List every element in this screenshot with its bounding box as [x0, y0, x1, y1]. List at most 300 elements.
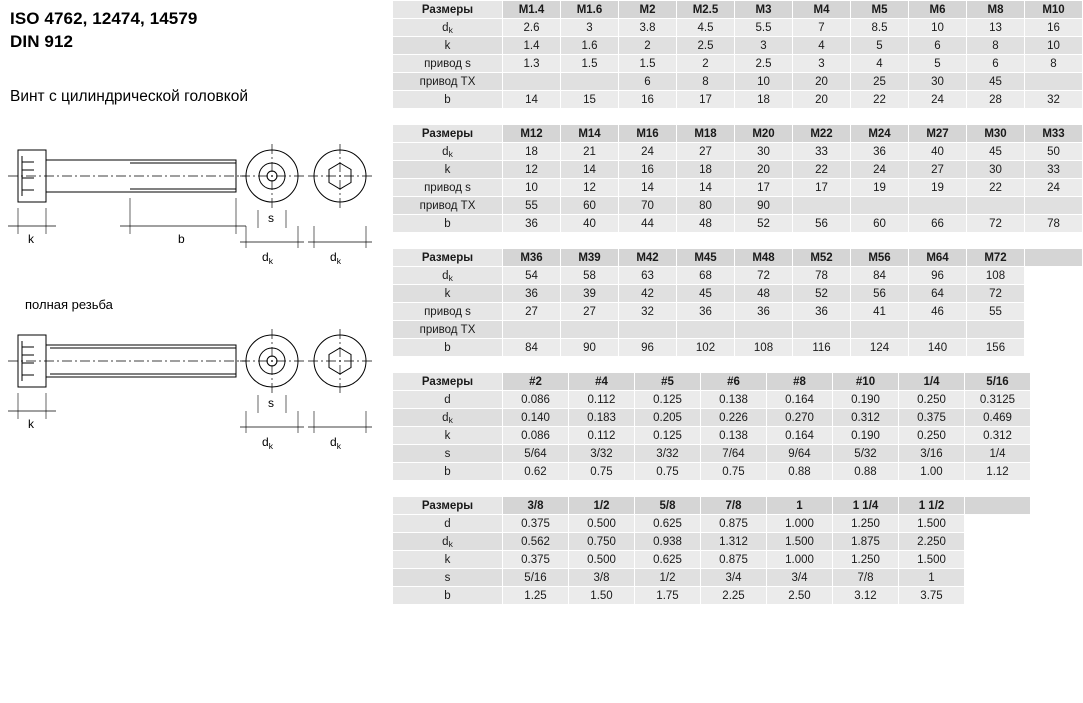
table-cell: 10 — [735, 73, 793, 91]
row-label: s — [393, 445, 503, 463]
table-cell: 60 — [561, 197, 619, 215]
table-cell: 0.138 — [701, 391, 767, 409]
table-cell: 0.500 — [569, 551, 635, 569]
table-cell: 36 — [503, 215, 561, 233]
table-cell: 36 — [735, 303, 793, 321]
table-cell: 1.312 — [701, 533, 767, 551]
table-cell: 2.5 — [735, 55, 793, 73]
table-cell: 0.125 — [635, 427, 701, 445]
table-cell: 10 — [909, 19, 967, 37]
table-cell: 3/16 — [899, 445, 965, 463]
table-cell: 0.938 — [635, 533, 701, 551]
dimension-tables — [392, 0, 1065, 620]
table-cell: 24 — [851, 161, 909, 179]
table-cell — [561, 321, 619, 339]
table-cell: 124 — [851, 339, 909, 357]
table-cell: 0.75 — [569, 463, 635, 481]
table-cell: 30 — [735, 143, 793, 161]
table-row — [393, 55, 1083, 73]
table-row — [393, 463, 1031, 481]
table-cell: 54 — [503, 267, 561, 285]
table-row — [393, 179, 1083, 197]
table-row — [393, 19, 1083, 37]
table-cell: 66 — [909, 215, 967, 233]
table-cell: 8 — [677, 73, 735, 91]
table-header-dimensions: Размеры — [393, 373, 503, 391]
table-cell: 60 — [851, 215, 909, 233]
table-header-row — [393, 373, 1031, 391]
table-row — [393, 391, 1031, 409]
table-cell: 55 — [967, 303, 1025, 321]
row-label: привод s — [393, 55, 503, 73]
table-cell: 0.164 — [767, 427, 833, 445]
row-label: k — [393, 427, 503, 445]
table-header-dimensions: Размеры — [393, 1, 503, 19]
table-header-size: M8 — [967, 1, 1025, 19]
title-line-2: DIN 912 — [10, 31, 74, 51]
table-row — [393, 551, 1031, 569]
table-header-size — [965, 497, 1031, 515]
table-cell: 0.375 — [899, 409, 965, 427]
drawing-label-dk-1: $d_k$ — [262, 250, 273, 266]
table-cell — [1025, 321, 1083, 339]
table-row — [393, 515, 1031, 533]
table-cell: 13 — [967, 19, 1025, 37]
table-cell: 80 — [677, 197, 735, 215]
table-cell: 1/2 — [635, 569, 701, 587]
table-header-size: M16 — [619, 125, 677, 143]
table-cell: 20 — [735, 161, 793, 179]
table-cell: 44 — [619, 215, 677, 233]
table-cell: 0.469 — [965, 409, 1031, 427]
table-cell: 17 — [735, 179, 793, 197]
row-label: k — [393, 161, 503, 179]
table-cell: 1/4 — [965, 445, 1031, 463]
table-row — [393, 569, 1031, 587]
table-cell: 1.000 — [767, 515, 833, 533]
table-header-size: M2 — [619, 1, 677, 19]
row-label: привод TX — [393, 73, 503, 91]
table-cell: 0.312 — [965, 427, 1031, 445]
table-cell — [909, 197, 967, 215]
table-cell: 2.250 — [899, 533, 965, 551]
table-cell — [1025, 267, 1083, 285]
row-label: $d_k$ — [393, 267, 503, 285]
table-cell: 84 — [851, 267, 909, 285]
table-cell: 1.00 — [899, 463, 965, 481]
table-header-size: M6 — [909, 1, 967, 19]
table-header-size: M4 — [793, 1, 851, 19]
table-cell: 22 — [793, 161, 851, 179]
table-cell: 18 — [503, 143, 561, 161]
table-header-size: #8 — [767, 373, 833, 391]
table-cell: 116 — [793, 339, 851, 357]
table-cell — [503, 321, 561, 339]
page-title — [10, 8, 197, 54]
table-cell: 72 — [967, 285, 1025, 303]
table-header-size: 5/16 — [965, 373, 1031, 391]
table-cell: 6 — [909, 37, 967, 55]
table-cell: 0.62 — [503, 463, 569, 481]
table-row — [393, 143, 1083, 161]
table-cell: 14 — [503, 91, 561, 109]
table-cell: 1.75 — [635, 587, 701, 605]
table-header-size: M12 — [503, 125, 561, 143]
table-cell: 96 — [909, 267, 967, 285]
table-header-size: M42 — [619, 249, 677, 267]
table-cell: 1.500 — [899, 551, 965, 569]
table-cell: 3/32 — [635, 445, 701, 463]
drawing-label-b: b — [178, 232, 185, 246]
table-cell: 5/16 — [503, 569, 569, 587]
table-cell — [735, 321, 793, 339]
row-label: b — [393, 215, 503, 233]
table-cell: 7 — [793, 19, 851, 37]
table-row — [393, 285, 1083, 303]
table-cell: 0.226 — [701, 409, 767, 427]
drawing-label-k: k — [28, 232, 34, 246]
table-cell: 40 — [561, 215, 619, 233]
table-cell: 3/4 — [767, 569, 833, 587]
table-header-size: M39 — [561, 249, 619, 267]
table-cell: 7/8 — [833, 569, 899, 587]
table-header-size: 5/8 — [635, 497, 701, 515]
table-row — [393, 409, 1031, 427]
table-header-size: M1.6 — [561, 1, 619, 19]
table-header-size: 1/4 — [899, 373, 965, 391]
row-label: привод s — [393, 303, 503, 321]
table-cell: 0.375 — [503, 515, 569, 533]
table-cell: 70 — [619, 197, 677, 215]
table-cell: 96 — [619, 339, 677, 357]
row-label: k — [393, 285, 503, 303]
table-header-size: #6 — [701, 373, 767, 391]
table-cell: 46 — [909, 303, 967, 321]
table-cell: 27 — [909, 161, 967, 179]
table-cell: 5 — [909, 55, 967, 73]
table-cell: 30 — [909, 73, 967, 91]
table-cell: 18 — [677, 161, 735, 179]
table-header-size: M52 — [793, 249, 851, 267]
table-cell: 27 — [677, 143, 735, 161]
table-header-size: 1 1/4 — [833, 497, 899, 515]
table-cell: 24 — [619, 143, 677, 161]
table-cell: 1.500 — [767, 533, 833, 551]
table-header-size: M22 — [793, 125, 851, 143]
dimension-table — [392, 496, 1031, 605]
row-label: s — [393, 569, 503, 587]
table-row — [393, 339, 1083, 357]
table-cell: 5/64 — [503, 445, 569, 463]
table-cell: 5/32 — [833, 445, 899, 463]
row-label: k — [393, 551, 503, 569]
table-cell: 0.190 — [833, 391, 899, 409]
table-cell: 16 — [619, 161, 677, 179]
table-cell: 56 — [793, 215, 851, 233]
table-cell: 0.125 — [635, 391, 701, 409]
table-cell: 3 — [735, 37, 793, 55]
table-row — [393, 445, 1031, 463]
table-header-size: 1/2 — [569, 497, 635, 515]
table-cell: 0.88 — [767, 463, 833, 481]
table-header-size: #5 — [635, 373, 701, 391]
table-cell: 19 — [909, 179, 967, 197]
table-cell: 48 — [735, 285, 793, 303]
table-header-size: M72 — [967, 249, 1025, 267]
table-cell: 0.75 — [701, 463, 767, 481]
table-cell: 90 — [735, 197, 793, 215]
left-column — [0, 0, 388, 703]
table-cell: 108 — [735, 339, 793, 357]
table-header-dimensions: Размеры — [393, 125, 503, 143]
table-cell: 36 — [677, 303, 735, 321]
table-cell: 12 — [561, 179, 619, 197]
table-cell — [967, 321, 1025, 339]
table-cell: 156 — [967, 339, 1025, 357]
table-cell: 50 — [1025, 143, 1083, 161]
table-cell: 8 — [967, 37, 1025, 55]
table-cell: 33 — [793, 143, 851, 161]
table-cell: 3 — [793, 55, 851, 73]
table-cell: 16 — [1025, 19, 1083, 37]
table-cell: 52 — [793, 285, 851, 303]
table-row — [393, 215, 1083, 233]
table-cell: 18 — [735, 91, 793, 109]
table-cell: 0.875 — [701, 551, 767, 569]
table-header-size: M45 — [677, 249, 735, 267]
table-cell: 28 — [967, 91, 1025, 109]
table-cell: 1.12 — [965, 463, 1031, 481]
table-cell — [503, 73, 561, 91]
table-header-dimensions: Размеры — [393, 249, 503, 267]
table-cell: 1.250 — [833, 551, 899, 569]
table-cell: 48 — [677, 215, 735, 233]
table-header-size: M5 — [851, 1, 909, 19]
table-cell: 4 — [851, 55, 909, 73]
row-label: d — [393, 391, 503, 409]
table-cell: 1 — [899, 569, 965, 587]
table-cell: 36 — [503, 285, 561, 303]
table-cell: 0.312 — [833, 409, 899, 427]
table-cell: 0.500 — [569, 515, 635, 533]
table-cell: 72 — [967, 215, 1025, 233]
row-label: $d_k$ — [393, 143, 503, 161]
row-label: d — [393, 515, 503, 533]
screw-drawing-partial-thread — [0, 130, 388, 280]
table-header-size: #2 — [503, 373, 569, 391]
drawing-label-dk-4: $d_k$ — [330, 435, 341, 451]
table-cell: 14 — [677, 179, 735, 197]
drawing-label-s-2: s — [268, 396, 274, 410]
table-row — [393, 197, 1083, 215]
table-cell: 72 — [735, 267, 793, 285]
table-cell: 2.5 — [677, 37, 735, 55]
drawing-label-dk-2: $d_k$ — [330, 250, 341, 266]
table-cell: 45 — [967, 73, 1025, 91]
table-cell: 39 — [561, 285, 619, 303]
table-row — [393, 267, 1083, 285]
table-cell: 45 — [967, 143, 1025, 161]
table-cell: 2.25 — [701, 587, 767, 605]
table-header-size: M64 — [909, 249, 967, 267]
table-cell: 0.625 — [635, 551, 701, 569]
table-cell — [851, 197, 909, 215]
page-subtitle: Винт с цилиндрической головкой — [10, 88, 249, 105]
table-header-row — [393, 125, 1083, 143]
table-header-size: #10 — [833, 373, 899, 391]
table-cell: 0.086 — [503, 427, 569, 445]
table-cell: 6 — [967, 55, 1025, 73]
row-label: b — [393, 91, 503, 109]
table-cell: 8 — [1025, 55, 1083, 73]
table-cell: 3.8 — [619, 19, 677, 37]
table-cell: 0.250 — [899, 391, 965, 409]
table-cell: 1.50 — [569, 587, 635, 605]
table-cell: 1.5 — [561, 55, 619, 73]
table-cell: 20 — [793, 91, 851, 109]
table-cell: 1.4 — [503, 37, 561, 55]
table-cell: 90 — [561, 339, 619, 357]
table-cell: 1.500 — [899, 515, 965, 533]
table-cell: 9/64 — [767, 445, 833, 463]
table-cell: 0.112 — [569, 427, 635, 445]
table-cell: 0.183 — [569, 409, 635, 427]
table-cell: 58 — [561, 267, 619, 285]
table-header-size: 1 1/2 — [899, 497, 965, 515]
table-cell: 32 — [619, 303, 677, 321]
table-cell — [793, 197, 851, 215]
table-header-size: M56 — [851, 249, 909, 267]
table-cell — [1025, 197, 1083, 215]
row-label: b — [393, 463, 503, 481]
table-cell: 14 — [561, 161, 619, 179]
screw-drawing-full-thread — [0, 315, 388, 465]
row-label: $d_k$ — [393, 533, 503, 551]
table-cell: 0.75 — [635, 463, 701, 481]
table-cell: 6 — [619, 73, 677, 91]
table-cell: 1.3 — [503, 55, 561, 73]
table-row — [393, 427, 1031, 445]
table-cell — [793, 321, 851, 339]
table-cell: 0.112 — [569, 391, 635, 409]
table-cell: 1.6 — [561, 37, 619, 55]
table-header-size: M2.5 — [677, 1, 735, 19]
row-label: привод s — [393, 179, 503, 197]
table-cell — [909, 321, 967, 339]
table-cell: 0.88 — [833, 463, 899, 481]
table-cell: 84 — [503, 339, 561, 357]
table-header-size: M24 — [851, 125, 909, 143]
table-cell: 22 — [851, 91, 909, 109]
table-cell — [619, 321, 677, 339]
table-cell: 0.190 — [833, 427, 899, 445]
table-cell: 32 — [1025, 91, 1083, 109]
table-cell — [1025, 285, 1083, 303]
table-cell: 102 — [677, 339, 735, 357]
dimension-table — [392, 0, 1083, 109]
table-cell: 56 — [851, 285, 909, 303]
table-cell: 41 — [851, 303, 909, 321]
table-cell: 19 — [851, 179, 909, 197]
table-cell: 7/64 — [701, 445, 767, 463]
table-cell: 30 — [967, 161, 1025, 179]
table-cell: 3/32 — [569, 445, 635, 463]
table-cell — [561, 73, 619, 91]
table-cell: 24 — [1025, 179, 1083, 197]
table-cell: 140 — [909, 339, 967, 357]
table-cell: 15 — [561, 91, 619, 109]
table-cell: 1.000 — [767, 551, 833, 569]
table-cell: 0.205 — [635, 409, 701, 427]
table-cell: 0.164 — [767, 391, 833, 409]
table-header-size: M27 — [909, 125, 967, 143]
table-header-row — [393, 497, 1031, 515]
table-cell: 42 — [619, 285, 677, 303]
table-cell: 27 — [503, 303, 561, 321]
table-header-size: M18 — [677, 125, 735, 143]
drawing-label-s: s — [268, 211, 274, 225]
table-cell: 8.5 — [851, 19, 909, 37]
table-cell: 0.3125 — [965, 391, 1031, 409]
table-header-size: M30 — [967, 125, 1025, 143]
table-cell — [965, 587, 1031, 605]
row-label: $d_k$ — [393, 19, 503, 37]
table-header-size: M10 — [1025, 1, 1083, 19]
table-cell: 22 — [967, 179, 1025, 197]
table-cell: 2.6 — [503, 19, 561, 37]
table-cell: 0.750 — [569, 533, 635, 551]
table-cell: 24 — [909, 91, 967, 109]
table-cell: 4 — [793, 37, 851, 55]
table-cell: 64 — [909, 285, 967, 303]
table-cell: 0.250 — [899, 427, 965, 445]
table-cell: 33 — [1025, 161, 1083, 179]
table-cell: 3/8 — [569, 569, 635, 587]
table-cell: 36 — [851, 143, 909, 161]
table-cell: 3.12 — [833, 587, 899, 605]
table-cell: 1.5 — [619, 55, 677, 73]
table-row — [393, 73, 1083, 91]
dimension-table — [392, 372, 1031, 481]
table-cell: 0.086 — [503, 391, 569, 409]
table-header-row — [393, 1, 1083, 19]
table-cell: 1.250 — [833, 515, 899, 533]
table-header-dimensions: Размеры — [393, 497, 503, 515]
table-cell: 68 — [677, 267, 735, 285]
table-row — [393, 533, 1031, 551]
table-cell — [1025, 339, 1083, 357]
table-cell: 10 — [1025, 37, 1083, 55]
row-label: привод TX — [393, 197, 503, 215]
table-cell: 3/4 — [701, 569, 767, 587]
table-header-size: M1.4 — [503, 1, 561, 19]
table-header-size: M33 — [1025, 125, 1083, 143]
table-header-size: M14 — [561, 125, 619, 143]
table-cell: 63 — [619, 267, 677, 285]
table-header-size: M20 — [735, 125, 793, 143]
table-cell — [967, 197, 1025, 215]
table-row — [393, 303, 1083, 321]
table-row — [393, 91, 1083, 109]
table-cell: 21 — [561, 143, 619, 161]
table-header-size: 3/8 — [503, 497, 569, 515]
table-row — [393, 587, 1031, 605]
table-cell: 0.138 — [701, 427, 767, 445]
table-cell: 2 — [619, 37, 677, 55]
table-cell: 3 — [561, 19, 619, 37]
table-header-size: M48 — [735, 249, 793, 267]
table-cell: 0.270 — [767, 409, 833, 427]
